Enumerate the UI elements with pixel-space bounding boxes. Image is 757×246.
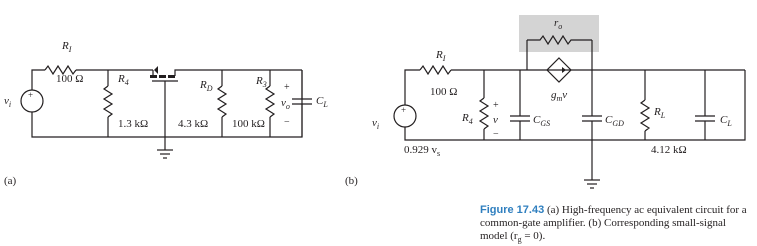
- r3-a-label: $R_3$: [256, 75, 267, 89]
- capacitor-cl-b: [695, 116, 715, 121]
- capacitor-cgd: [582, 116, 602, 121]
- source-b-value: 0.929 $v_s$: [404, 144, 441, 158]
- rd-a-label: $R_D$: [200, 79, 213, 93]
- ri-b-value: 100 Ω: [430, 86, 458, 98]
- rl-b-value: 4.12 kΩ: [651, 144, 687, 156]
- ri-a-label: $R_I$: [62, 40, 72, 54]
- ground-b: [584, 180, 600, 188]
- panel-b-label: (b): [345, 175, 358, 187]
- caption-text-sub: g: [517, 235, 522, 245]
- source-b-label: $v_i$: [372, 117, 380, 131]
- cgd-label: $C_{GD}$: [605, 114, 624, 128]
- source-a-plus: +: [28, 90, 34, 100]
- vo-label: $v_o$: [281, 97, 290, 111]
- v-plus: +: [493, 100, 499, 111]
- r4-a-value: 1.3 kΩ: [118, 118, 149, 130]
- figure-number: Figure 17.43: [480, 204, 545, 216]
- ground-a: [157, 150, 173, 158]
- circuit-a: [4, 40, 328, 187]
- v-label: v: [493, 114, 498, 126]
- resistor-ri-b: [420, 66, 451, 74]
- rl-b-label: $R_L$: [654, 106, 666, 120]
- figure-caption: [480, 204, 752, 246]
- resistor-r3-a: [266, 86, 274, 117]
- rd-a-value: 4.3 kΩ: [178, 118, 209, 130]
- ri-a-value: 100 Ω: [56, 73, 84, 85]
- r3-a-value: 100 kΩ: [232, 118, 265, 130]
- cl-a-label: $C_L$: [316, 95, 328, 109]
- ro-shaded-region: [519, 15, 599, 52]
- source-b-plus: +: [401, 105, 407, 115]
- vo-plus: +: [284, 82, 290, 93]
- circuit-b: [345, 15, 745, 188]
- panel-a-label: (a): [4, 175, 17, 187]
- v-minus: −: [493, 129, 499, 140]
- ro-label: $r_o$: [554, 17, 563, 31]
- r4-b-label: $R_4$: [462, 112, 473, 126]
- resistor-rl-b: [641, 100, 649, 131]
- gm-label: $g_mv$: [551, 89, 568, 103]
- r4-a-label: $R_4$: [118, 73, 129, 87]
- cl-b-label: $C_L$: [720, 114, 732, 128]
- cgs-label: $C_{GS}$: [533, 114, 551, 128]
- capacitor-cgs: [510, 116, 530, 121]
- resistor-r4-b: [480, 98, 488, 129]
- ri-b-label: $R_I$: [436, 49, 446, 63]
- caption-text-end: = 0).: [521, 230, 546, 242]
- caption-text: (a) High-frequency ac equivalent circuit for a common-gate amplifier. (b) Corresponding small-signal model (r: [480, 204, 747, 242]
- resistor-r4-a: [104, 86, 112, 117]
- source-a-label: $v_i$: [4, 95, 12, 109]
- vo-minus: −: [284, 117, 290, 128]
- resistor-rd-a: [218, 86, 226, 117]
